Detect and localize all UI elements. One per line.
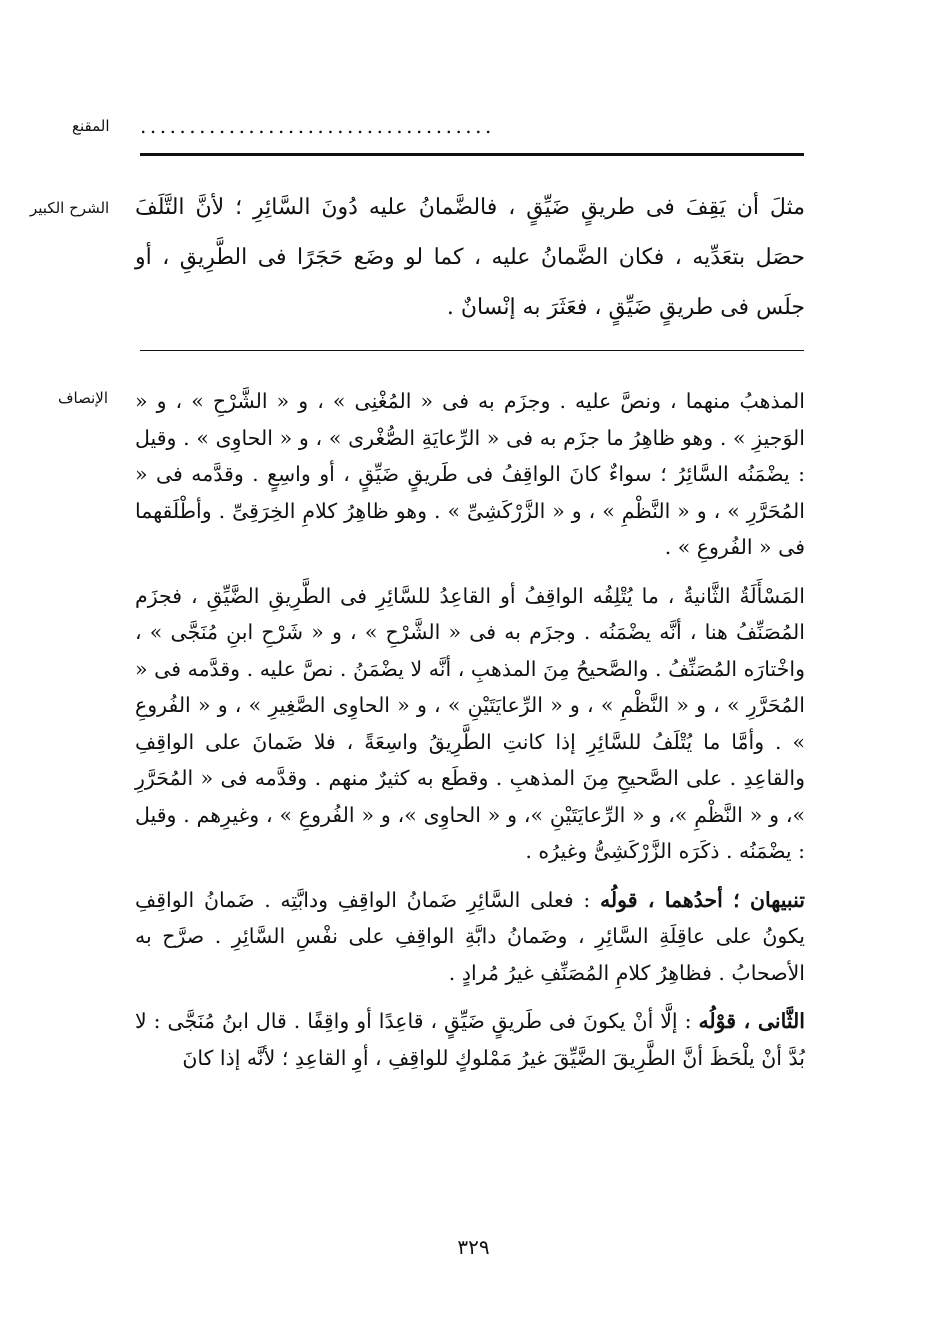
tanbih-heading: تنبيهان ؛ أحدُهما ، قولُه [599,887,805,912]
side-label-insaf: الإنصاف [58,389,109,407]
insaf-paragraph-3 [135,882,805,992]
insaf-paragraph-2: المَسْأَلَةُ الثَّانيةُ ، ما يُتْلِفُه الواقِفُ أو القاعِدُ للسَّائِرِ فى الطَّرِيقِ الضَّيِّقِ ، فجزَم المُصَنِّفُ هنا ، أنَّه يضْمَنُه . وجزَم به فى « الشَّرْحِ » ، و « شَرْحِ ابنِ مُنَجَّى » ، واخْتارَه المُصَنِّفُ . والصَّحيحُ مِنَ المذهبِ ، أنَّه لا يضْمَنُ . نصَّ عليه . وقدَّمه فى « المُحَرَّرِ » ، و « النَّظْمِ » ، و « الرِّعايَتَيْنِ » ، و « الحاوِى الصَّغِيرِ » ، و « الفُروعِ » . وأمَّا ما يُتْلَفُ للسَّائِرِ إذا كانتِ الطَّرِيقُ واسِعَةً ، فلا ضَمانَ على الواقِفِ والقاعِدِ . على الصَّحيحِ مِنَ المذهبِ . وقطَع به كثيرٌ منهم . وقدَّمه فى « المُحَرَّرِ »، و « النَّظْمِ »، و « الرِّعايَتَيْنِ »، و « الحاوِى »، و « الفُروعِ » ، وغيرِهم . وقيل : يضْمَنُه . ذكَرَه الزَّرْكَشِىُّ وغيرُه . [135,583,805,863]
sharh-section [135,183,805,333]
insaf-paragraph-4-text: : إلَّا أنْ يكونَ فى طَريقٍ ضَيِّقٍ ، قاعِدًا أو واقِفًا . قال ابنُ مُنَجَّى : لا بُدَّ أنْ يلْحَظَ أنَّ الطَّرِيقَ الضَّيِّقَ غيرُ مَمْلوكٍ للواقِفِ ، أوِ القاعِدِ ؛ لأنَّه إذا كانَ [135,1009,805,1070]
insaf-paragraph-1: المذهبُ منهما ، ونصَّ عليه . وجزَم به فى « المُغْنِى » ، و « الشَّرْحِ » ، و « الوَجيزِ » . وهو ظاهِرُ ما جزَم به فى « الرِّعايَةِ الصُّغْرى » ، و « الحاوِى » . وقيل : يضْمَنُه السَّائِرُ ؛ سواءٌ كانَ الواقِفُ فى طَريقٍ ضَيِّقٍ ، أو واسِعٍ . وقدَّمه فى « المُحَرَّرِ » ، و « النَّظْمِ » ، و « الزَّرْكَشِىِّ » . وهو ظاهِرُ كلامِ الخِرَقِىِّ . وأطْلَقهما فى « الفُروعِ » . [135,389,805,559]
running-header-title: المقنع [72,117,110,135]
header-rule [140,153,804,156]
second-note-heading: الثَّانى ، قوْلُه [698,1009,805,1033]
insaf-paragraph-4 [135,1003,805,1076]
insaf-section [135,383,805,1076]
sharh-paragraph: مثلَ أن يَقِفَ فى طريقٍ ضَيِّقٍ ، فالضَّمانُ عليه دُونَ السَّائِرِ ؛ لأنَّ التَّلَفَ حصَل بتعَدِّيه ، فكان الضَّمانُ عليه ، كما لو وضَع حَجَرًا فى الطَّرِيقِ ، أو جلَس فى طريقٍ ضَيِّقٍ ، فعَثَرَ به إنْسانٌ . [135,195,805,320]
side-label-sharh: الشرح الكبير [30,199,110,217]
page-number: ٣٢٩ [457,1235,490,1259]
header-dotted-leader: .................................... [140,114,495,138]
insaf-paragraph-3-text: : فعلى السَّائِرِ ضَمانُ الواقِفِ ودابَّتِه . ضَمانُ الواقِفِ يكونُ على عاقِلَةِ السَّائِرِ ، وضَمانُ دابَّةِ الواقِفِ على نفْسِ السَّائِرِ . صرَّح به الأصحابُ . فظاهِرُ كلامِ المُصَنِّفِ غيرُ مُرادٍ . [135,887,805,985]
section-divider [140,350,804,351]
